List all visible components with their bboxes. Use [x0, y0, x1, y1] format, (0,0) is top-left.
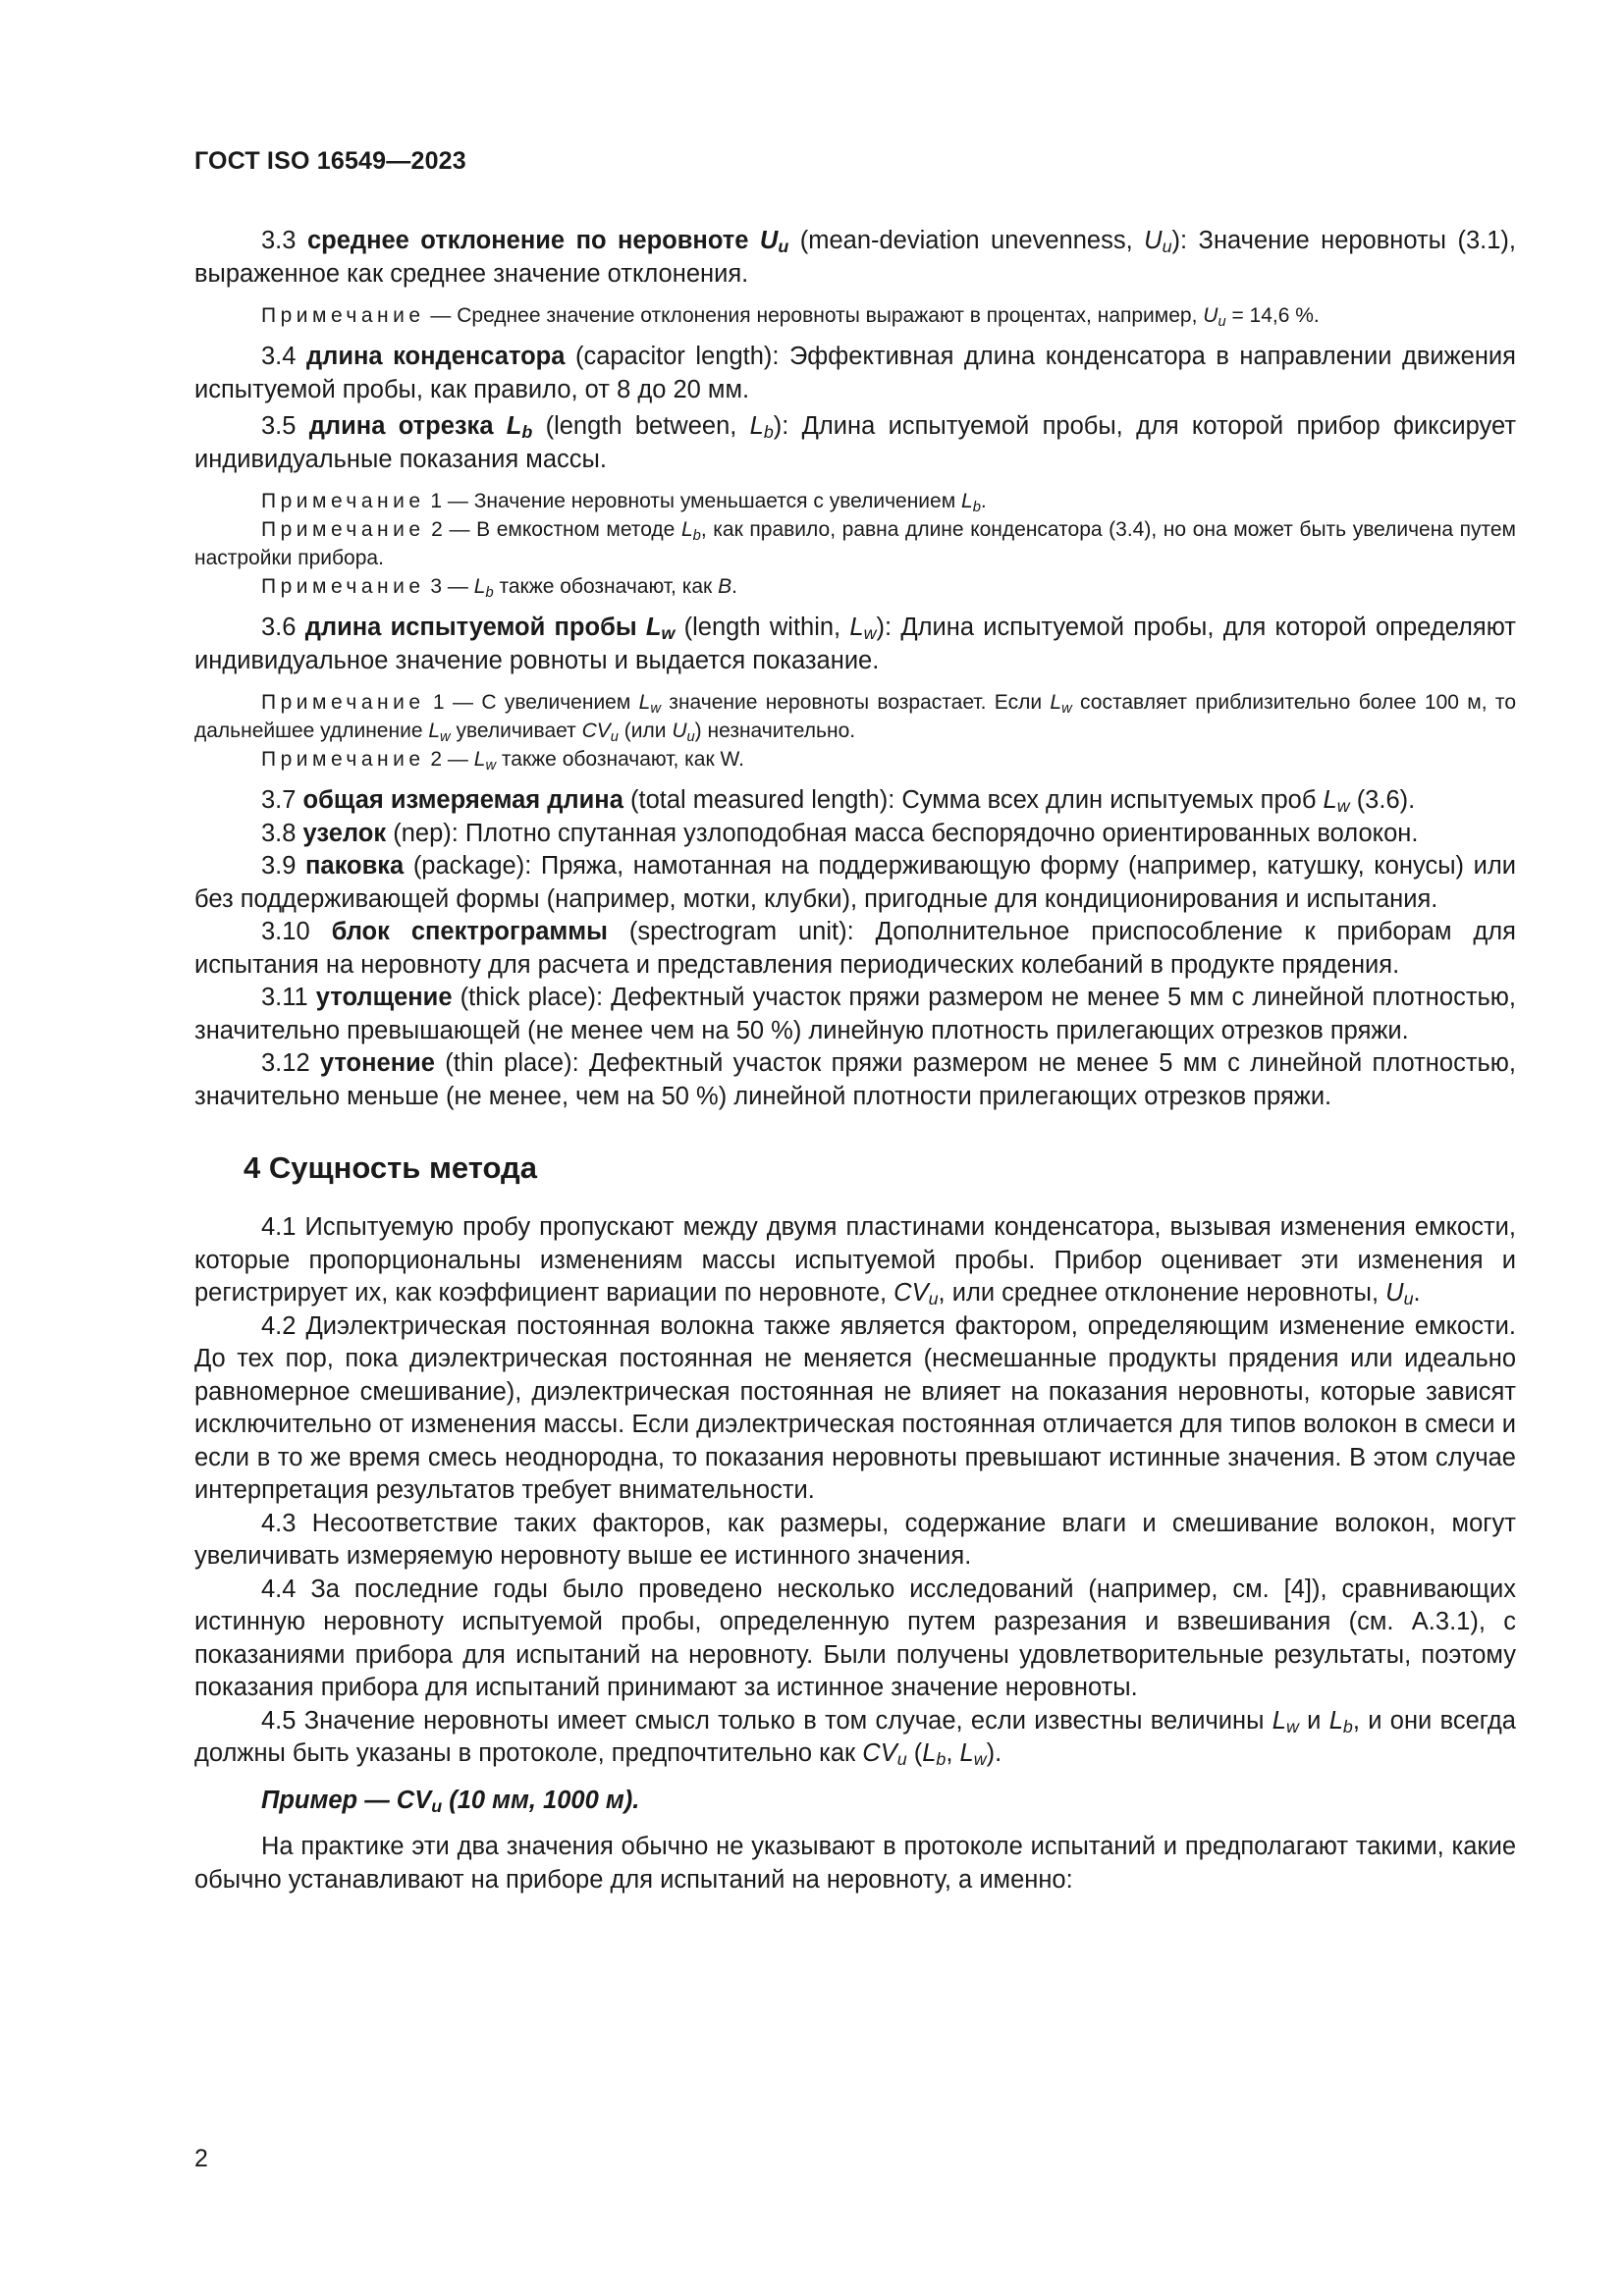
note-3-5-2: Примечание 2 — В емкостном методе $L_b$, как правило, равна длине конденсатора (3.4), но она может быть увеличена путем настройки прибора.	[194, 518, 1516, 569]
note-3-5-1: Примечание 1 — Значение неровноты уменьшается с увеличением $L_b$.	[261, 490, 987, 515]
clause-3-8: 3.8 узелок (nep): Плотно спутанная узлоподобная масса беспорядочно ориентированных волокон.	[261, 819, 1419, 847]
clause-3-10: 3.10 блок спектрограммы (spectrogram unit): Дополнительное приспособление к приборам для испытания на неровноту для расчета и представления периодических колебаний в продукте прядения.	[194, 918, 1516, 979]
clause-3-9: 3.9 паковка (package): Пряжа, намотанная на поддерживающую форму (например, катушку, конусы) или без поддерживающей формы (например, мотки, клубки), пригодные для кондиционирования и испытания.	[194, 852, 1516, 913]
clause-4-1: 4.1 Испытуемую пробу пропускают между двумя пластинами конденсатора, вызывая изменения емкости, которые пропорциональны изменениям массы испытуемой пробы. Прибор оценивает эти изменения и регистрирует их, как коэффициент вариации по неровноте, $CV_u$, или среднее отклонение неровноты, $U_u$.	[194, 1213, 1516, 1308]
final-paragraph: На практике эти два значения обычно не указывают в протоколе испытаний и предполагают такими, какие обычно устанавливают на приборе для испытаний на неровноту, а именно:	[194, 1833, 1516, 1894]
clause-4-3: 4.3 Несоответствие таких факторов, как размеры, содержание влаги и смешивание волокон, могут увеличивать измеряемую неровноту выше ее истинного значения.	[194, 1509, 1516, 1570]
section-4-heading: 4 Сущность метода	[244, 1150, 537, 1185]
clause-3-6: 3.6 длина испытуемой пробы $L_w$ (length within, $L_w$): Длина испытуемой пробы, для которой определяют индивидуальное значение ровноты и выдается показание.	[194, 614, 1516, 674]
clause-4-2: 4.2 Диэлектрическая постоянная волокна также является фактором, определяющим изменение емкости. До тех пор, пока диэлектрическая постоянная не меняется (несмешанные продукты прядения или идеально равномерное смешивание), диэлектрическая постоянная не влияет на показания неровноты, которые зависят исключительно от изменения массы. Если диэлектрическая постоянная отличается для типов волокон в смеси и если в то же время смесь неоднородна, то показания неровноты превышают истинные значения. В этом случае интерпретация результатов требует внимательности.	[194, 1311, 1516, 1504]
note-3-6-1: Примечание 1 — С увеличением $L_w$ значение неровноты возрастает. Если $L_w$ составляет приблизительно более 100 м, то дальнейшее удлинение $L_w$ увеличивает $CV_u$ (или $U_u$) незначительно.	[194, 691, 1516, 745]
clause-3-12: 3.12 утонение (thin place): Дефектный участок пряжи размером не менее 5 мм с линейной плотностью, значительно меньше (не менее, чем на 50 %) линейной плотности прилегающих отрезков пряжи.	[194, 1049, 1516, 1110]
clause-4-5: 4.5 Значение неровноты имеет смысл только в том случае, если известны величины $L_w$ и $L_b$, и они всегда должны быть указаны в протоколе, предпочтительно как $CV_u$ ($L_b$, $L_w$).	[194, 1706, 1516, 1769]
clause-3-4: 3.4 длина конденсатора (capacitor length): Эффективная длина конденсатора в направлении движения испытуемой пробы, как правило, от 8 до 20 мм.	[194, 343, 1516, 403]
note-3-5-3: Примечание 3 — $L_b$ также обозначают, как B.	[261, 575, 737, 601]
document-header: ГОСТ ISO 16549—2023	[194, 147, 466, 175]
clause-3-11: 3.11 утолщение (thick place): Дефектный участок пряжи размером не менее 5 мм с линейной плотностью, значительно превышающей (не менее чем на 50 %) линейную плотность прилегающих отрезков пряжи.	[194, 984, 1516, 1044]
page-number: 2	[194, 2145, 208, 2172]
clause-4-4: 4.4 За последние годы было проведено несколько исследований (например, см. [4]), сравнивающих истинную неровноту испытуемой пробы, определенную путем разрезания и взвешивания (см. А.3.1), с показаниями прибора для испытаний на неровноту. Были получены удовлетворительные результаты, поэтому показания прибора для испытаний принимают за истинное значение неровноты.	[194, 1575, 1516, 1701]
note-3-6-2: Примечание 2 — $L_w$ также обозначают, как W.	[261, 748, 745, 774]
document-body	[194, 221, 1516, 1896]
clause-3-3: 3.3 среднее отклонение по неровноте $U_u$ (mean-deviation unevenness, $U_u$): Значение неровноты (3.1), выраженное как среднее значение отклонения.	[194, 227, 1516, 288]
note-3-3: Примечание — Среднее значение отклонения неровноты выражают в процентах, например, $U_u = 14,6$ %.	[261, 304, 1320, 330]
clause-3-5: 3.5 длина отрезка $L_b$ (length between, $L_b$): Длина испытуемой пробы, для которой прибор фиксирует индивидуальные показания массы.	[194, 412, 1516, 473]
clause-3-7: 3.7 общая измеряемая длина (total measured length): Сумма всех длин испытуемых проб $L_w$ (3.6).	[261, 786, 1416, 816]
example-line: Пример — $CV_u$ (10 мм, 1000 м).	[261, 1786, 640, 1816]
